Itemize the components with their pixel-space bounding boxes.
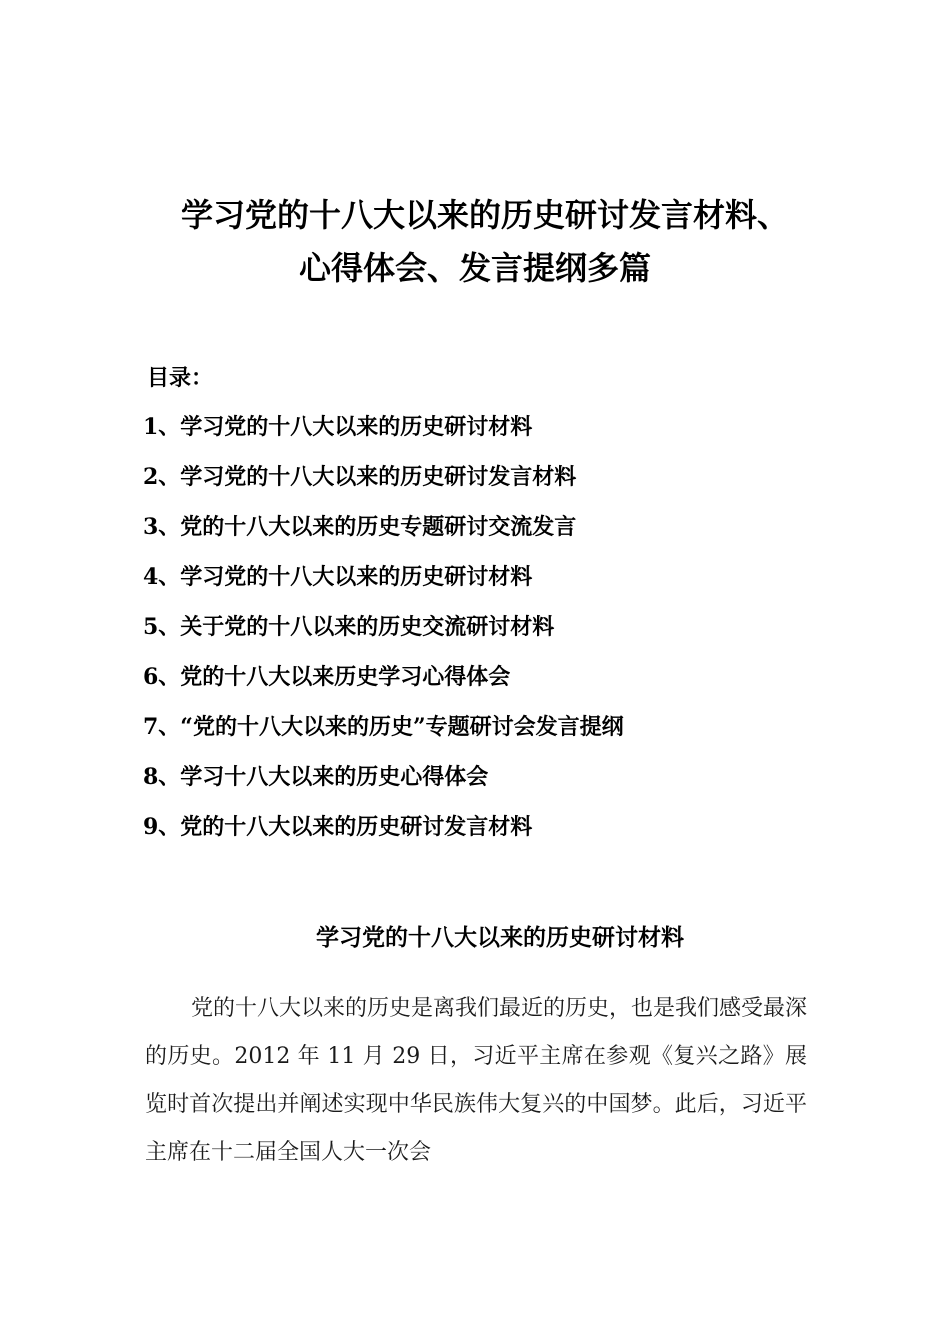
table-of-contents — [143, 412, 624, 862]
toc-item-6: 6、党的十八大以来历史学习心得体会 — [143, 664, 511, 690]
section-title: 学习党的十八大以来的历史研讨材料 — [316, 925, 684, 951]
toc-item-5: 5、关于党的十八以来的历史交流研讨材料 — [143, 614, 555, 640]
toc-item-8: 8、学习十八大以来的历史心得体会 — [143, 764, 489, 790]
body-paragraph: 党的十八大以来的历史是离我们最近的历史，也是我们感受最深的历史。2012 年 11 月 29 日，习近平主席在参观《复兴之路》展览时首次提出并阐述实现中华民族伟大复兴的中国梦。此后，习近平主席在十二届全国人大一次会 — [145, 996, 808, 1165]
toc-item-2: 2、学习党的十八大以来的历史研讨发言材料 — [143, 464, 577, 490]
document-title-line-1: 学习党的十八大以来的历史研讨发言材料、 — [180, 196, 789, 234]
toc-item-3: 3、党的十八大以来的历史专题研讨交流发言 — [143, 514, 577, 540]
toc-item-9: 9、党的十八大以来的历史研讨发言材料 — [143, 814, 533, 840]
document-title-line-2: 心得体会、发言提纲多篇 — [298, 249, 651, 287]
toc-item-7: 7、“党的十八大以来的历史”专题研讨会发言提纲 — [143, 714, 624, 740]
toc-item-4: 4、学习党的十八大以来的历史研讨材料 — [143, 564, 533, 590]
toc-heading: 目录： — [147, 366, 214, 391]
toc-item-1: 1、学习党的十八大以来的历史研讨材料 — [143, 414, 533, 440]
